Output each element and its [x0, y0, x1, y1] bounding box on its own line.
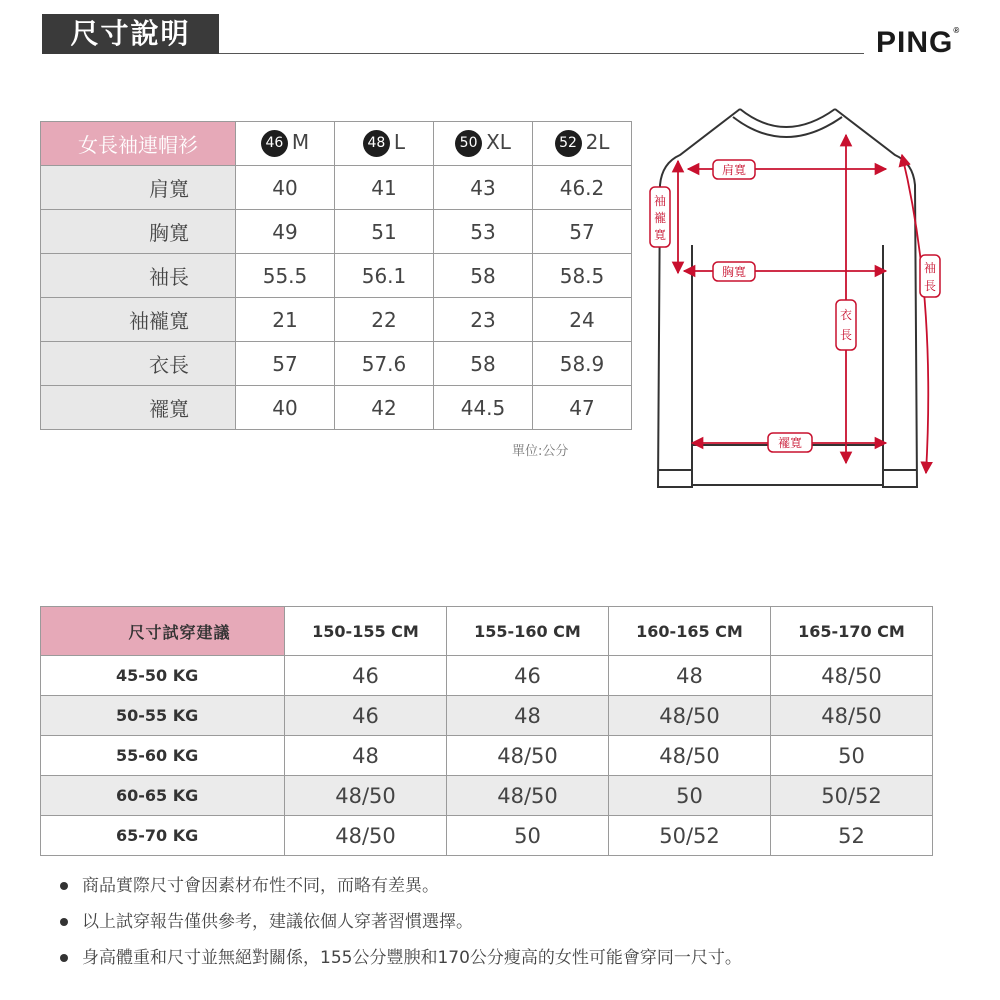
table-cell: 24 — [533, 298, 632, 342]
size-spec-table — [40, 121, 632, 430]
size-code-badge: 46 — [261, 130, 288, 157]
table-cell: 50/52 — [609, 816, 771, 856]
measurement-arrows — [678, 135, 928, 473]
table-cell: 50 — [447, 816, 609, 856]
table-cell: 48/50 — [771, 656, 933, 696]
table-cell: 46 — [447, 656, 609, 696]
table-cell: 48/50 — [447, 736, 609, 776]
bullet-icon — [60, 882, 68, 890]
table-cell: 49 — [236, 210, 335, 254]
sleeve-label-part2: 長 — [923, 279, 937, 293]
table-cell: 57 — [236, 342, 335, 386]
table-cell: 53 — [434, 210, 533, 254]
height-header: 165-170 CM — [771, 607, 933, 656]
table-cell: 48 — [609, 656, 771, 696]
table-row — [41, 386, 632, 430]
table-row — [41, 696, 933, 736]
sleeve-label-part1: 袖 — [923, 261, 937, 275]
height-header: 155-160 CM — [447, 607, 609, 656]
weight-label: 65-70 KG — [41, 816, 285, 856]
table-cell: 42 — [335, 386, 434, 430]
fit-table-corner: 尺寸試穿建議 — [41, 607, 285, 656]
size-header-m — [236, 122, 335, 166]
list-item — [60, 904, 742, 940]
table-cell: 48 — [447, 696, 609, 736]
table-cell: 52 — [771, 816, 933, 856]
size-label: L — [393, 130, 406, 154]
weight-label: 60-65 KG — [41, 776, 285, 816]
garment-diagram — [640, 95, 960, 495]
table-row — [41, 166, 632, 210]
size-label: M — [291, 130, 310, 154]
size-table-corner: 女長袖連帽衫 — [41, 122, 236, 166]
table-cell: 50 — [609, 776, 771, 816]
table-cell: 47 — [533, 386, 632, 430]
size-header-xl — [434, 122, 533, 166]
brand-name: PING — [876, 26, 954, 59]
table-row — [41, 776, 933, 816]
table-cell: 55.5 — [236, 254, 335, 298]
row-label: 胸寬 — [41, 210, 236, 254]
bullet-icon — [60, 954, 68, 962]
table-row — [41, 736, 933, 776]
header-divider — [219, 53, 864, 54]
chest-label: 胸寬 — [721, 265, 747, 279]
hem-label: 襬寬 — [777, 436, 803, 450]
length-label-part1: 衣 — [839, 308, 853, 322]
label-armhole — [650, 187, 670, 247]
table-cell: 43 — [434, 166, 533, 210]
weight-label: 45-50 KG — [41, 656, 285, 696]
list-item — [60, 940, 742, 976]
table-cell: 48/50 — [609, 696, 771, 736]
brand-logo — [876, 26, 960, 60]
table-cell: 46 — [285, 696, 447, 736]
table-cell: 51 — [335, 210, 434, 254]
row-label: 衣長 — [41, 342, 236, 386]
weight-label: 50-55 KG — [41, 696, 285, 736]
fit-recommendation-table — [40, 606, 933, 856]
row-label: 袖襱寬 — [41, 298, 236, 342]
height-header: 160-165 CM — [609, 607, 771, 656]
table-row — [41, 254, 632, 298]
height-header: 150-155 CM — [285, 607, 447, 656]
table-cell: 48/50 — [447, 776, 609, 816]
size-label: XL — [486, 130, 511, 154]
armhole-label-part3: 寬 — [653, 228, 667, 242]
page-title: 尺寸說明 — [42, 14, 219, 54]
table-cell: 23 — [434, 298, 533, 342]
table-cell: 48 — [285, 736, 447, 776]
size-header-2l — [533, 122, 632, 166]
notes-list — [60, 868, 742, 976]
list-item — [60, 868, 742, 904]
table-cell: 48/50 — [285, 776, 447, 816]
table-cell: 40 — [236, 166, 335, 210]
weight-label: 55-60 KG — [41, 736, 285, 776]
size-code-badge: 50 — [455, 130, 482, 157]
table-cell: 50 — [771, 736, 933, 776]
label-length — [836, 300, 856, 350]
table-row — [41, 656, 933, 696]
table-cell: 22 — [335, 298, 434, 342]
table-row — [41, 298, 632, 342]
label-hem — [768, 433, 812, 452]
table-cell: 57.6 — [335, 342, 434, 386]
size-code-badge: 48 — [363, 130, 390, 157]
table-cell: 44.5 — [434, 386, 533, 430]
size-header-l — [335, 122, 434, 166]
registered-mark: ® — [953, 26, 961, 35]
table-row — [41, 210, 632, 254]
table-row — [41, 342, 632, 386]
table-cell: 40 — [236, 386, 335, 430]
table-cell: 56.1 — [335, 254, 434, 298]
table-cell: 48/50 — [285, 816, 447, 856]
note-text: 以上試穿報告僅供參考，建議依個人穿著習慣選擇。 — [82, 912, 473, 932]
table-cell: 48/50 — [771, 696, 933, 736]
table-row — [41, 816, 933, 856]
armhole-label-part1: 袖 — [653, 194, 667, 208]
label-shoulder — [713, 160, 755, 179]
size-label: 2L — [585, 130, 610, 154]
table-cell: 48/50 — [609, 736, 771, 776]
table-cell: 58.9 — [533, 342, 632, 386]
row-label: 肩寬 — [41, 166, 236, 210]
table-cell: 50/52 — [771, 776, 933, 816]
bullet-icon — [60, 918, 68, 926]
note-text: 商品實際尺寸會因素材布性不同，而略有差異。 — [82, 876, 439, 896]
unit-note: 單位:公分 — [512, 444, 569, 459]
table-cell: 57 — [533, 210, 632, 254]
row-label: 袖長 — [41, 254, 236, 298]
table-cell: 58 — [434, 342, 533, 386]
note-text: 身高體重和尺寸並無絕對關係，155公分豐腴和170公分瘦高的女性可能會穿同一尺寸。 — [82, 948, 742, 968]
label-chest — [713, 262, 755, 281]
shoulder-label: 肩寬 — [721, 163, 747, 177]
table-cell: 46 — [285, 656, 447, 696]
table-cell: 21 — [236, 298, 335, 342]
table-cell: 58 — [434, 254, 533, 298]
sweater-outline-icon — [658, 109, 917, 487]
table-cell: 46.2 — [533, 166, 632, 210]
table-cell: 58.5 — [533, 254, 632, 298]
length-label-part2: 長 — [839, 328, 853, 342]
size-code-badge: 52 — [555, 130, 582, 157]
table-cell: 41 — [335, 166, 434, 210]
label-sleeve — [920, 255, 940, 297]
armhole-label-part2: 襱 — [653, 211, 667, 225]
row-label: 襬寬 — [41, 386, 236, 430]
